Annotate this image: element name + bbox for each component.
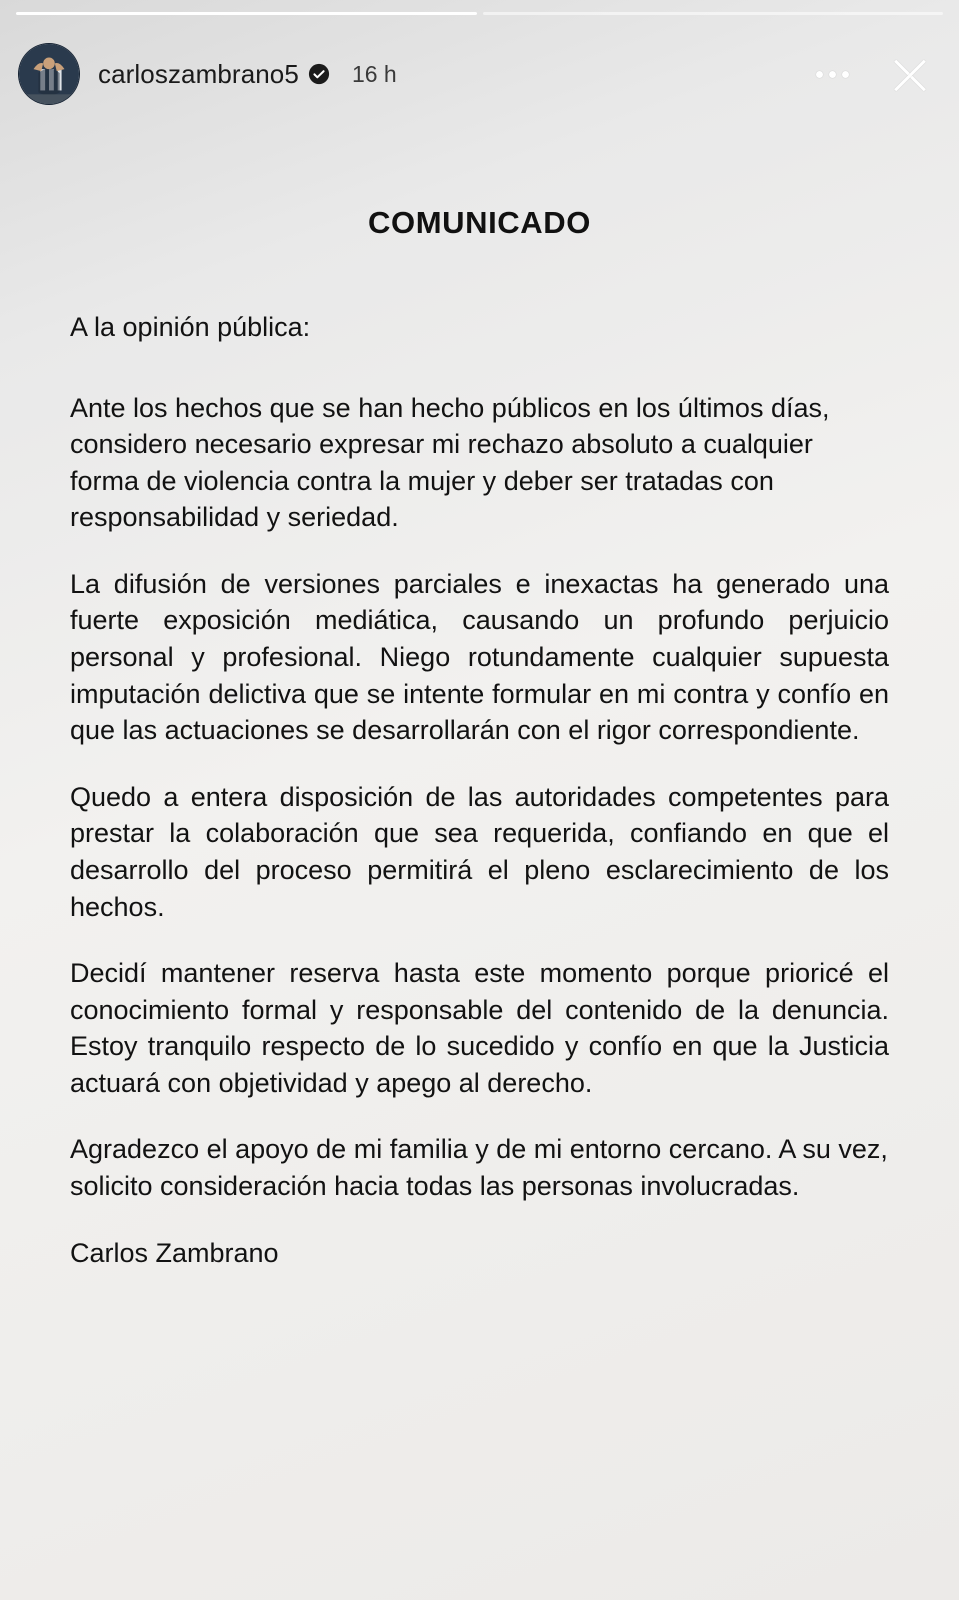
story-header (0, 38, 959, 110)
more-dot (842, 71, 849, 78)
story-timestamp: 16 h (351, 60, 397, 87)
more-dot (829, 71, 836, 78)
story-progress-segment[interactable] (483, 12, 944, 15)
statement-signature: Carlos Zambrano (70, 1237, 279, 1268)
story-progress-fill (16, 12, 477, 15)
username-label[interactable]: carloszambrano5 (98, 58, 299, 89)
close-icon[interactable] (887, 51, 933, 97)
story-progress-segment[interactable] (16, 12, 477, 15)
avatar[interactable] (18, 43, 80, 105)
statement-card (0, 150, 959, 1600)
statement-paragraph: Ante los hechos que se han hecho públicos en los últimos días, considero necesario expresar mi rechazo absoluto a cualquier forma de violencia contra la mujer y deber ser tratadas con responsabilidad y seriedad. (70, 392, 830, 533)
more-dot (816, 71, 823, 78)
statement-paragraph: Decidí mantener reserva hasta este momento porque prioricé el conocimiento formal y responsable del contenido de la denuncia. Estoy tranquilo respecto de lo sucedido y confío en que la Justicia actuará con objetividad y apego al derecho. (70, 958, 889, 1098)
statement-paragraph: La difusión de versiones parciales e inexactas ha generado una fuerte exposición mediática, causando un profundo perjuicio personal y profesional. Niego rotundamente cualquier supuesta imputación delictiva que se intente formular en mi contra y confío en que las actuaciones se desarrollarán con el rigor correspondiente. (70, 568, 889, 746)
verified-badge-icon (308, 63, 330, 85)
story-progress-bar (16, 12, 943, 16)
statement-paragraph: Quedo a entera disposición de las autoridades competentes para prestar la colaboración que sea requerida, confiando en que el desarrollo del proceso permitirá el pleno esclarecimiento de los hechos. (70, 781, 889, 922)
page-title: COMUNICADO (368, 205, 591, 240)
statement-salutation: A la opinión pública: (70, 312, 311, 342)
statement-paragraph: Agradezco el apoyo de mi familia y de mi entorno cercano. A su vez, solicito consideración hacia todas las personas involucradas. (70, 1134, 888, 1201)
more-options-icon[interactable] (812, 63, 853, 86)
